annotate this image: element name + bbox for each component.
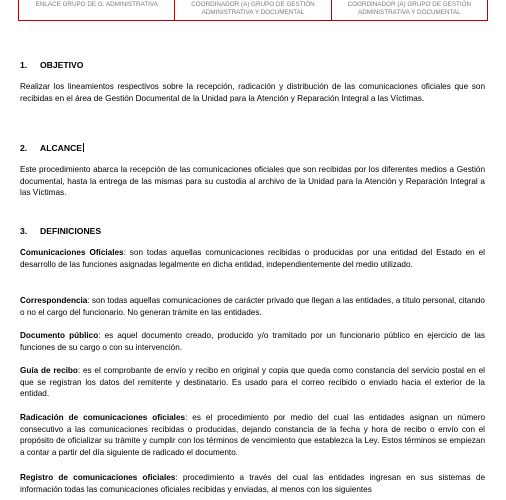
section-heading-objetivo (20, 60, 83, 70)
table-cell: COORDINADOR (A) GRUPO DE GESTIÓN ADMINISTRATIVA Y DOCUMENTAL (175, 0, 331, 20)
definition-term: Radicación de comunicaciones oficiales (20, 413, 186, 422)
section-heading-definiciones (20, 226, 101, 236)
definition-item (20, 330, 485, 353)
text-cursor (83, 143, 84, 152)
section-heading-alcance (20, 143, 84, 153)
signature-table (18, 0, 488, 21)
definition-term: Registro de comunicaciones oficiales (20, 473, 176, 482)
alcance-text: Este procedimiento abarca la recepción de las comunicaciones oficiales que son recibidas por los diferentes medios a Gestión documental, hasta la entrega de las mismas para su custodia al archivo de la Unidad para la Atención y Reparación Integral a las Víctimas. (20, 165, 485, 198)
section-title: DEFINICIONES (40, 226, 102, 236)
definition-text: : procedimiento a través del cual las entidades ingresan en sus sistemas de información todas las comunicaciones oficiales recibidas y enviadas, al menos con los siguientes (20, 473, 485, 494)
definition-term: Comunicaciones Oficiales (20, 248, 124, 257)
definition-text: : es aquel documento creado, producido y/o tramitado por un funcionario público en ejercicio de las funciones de su cargo o con su intervención. (20, 331, 485, 352)
definition-term: Documento público (20, 331, 99, 340)
definition-item (20, 247, 485, 270)
objetivo-text: Realizar los lineamientos respectivos sobre la recepción, radicación y distribución de las comunicaciones oficiales que son recibidas en el área de Gestión Documental de la Unidad para la Atención y Reparación Integral a las Víctimas. (20, 82, 485, 103)
section-title: ALCANCE (40, 143, 83, 153)
section-number: 3. (20, 226, 28, 236)
section-number: 2. (20, 143, 28, 153)
definition-text: : es el procedimiento por medio del cual las entidades asignan un número consecutivo a las comunicaciones recibidas o producidas, dejando constancia de la fecha y hora de recibo o envío con el propósito de oficializar su trámite y cumplir con los términos de vencimiento que establezca la Ley. Estos términos se empiezan a contar a partir del día siguiente de radicado el documento. (20, 413, 485, 457)
definition-text: : son todas aquellas comunicaciones de carácter privado que llegan a las entidades, a título personal, citando o no el cargo del funcionario. No generan trámite en las entidades. (20, 296, 485, 317)
table-cell: COORDINADOR (A) GRUPO DE GESTIÓN ADMINISTRATIVA Y DOCUMENTAL (347, 1, 472, 16)
definition-text: : son todas aquellas comunicaciones recibidas o producidas por una entidad del Estado en el desarrollo de las funciones asignadas legalmente en dicha entidad, independientemente del medio utilizado. (20, 248, 485, 269)
definition-item (20, 295, 485, 318)
definition-text: : es el comprobante de envío y recibo en original y copia que queda como constancia del servicio postal en el que se registran los datos del remitente y destinatario. Es usado para el correo recibido o enviado hacia el exterior de la entidad. (20, 366, 485, 399)
section-title: OBJETIVO (40, 60, 84, 70)
definition-item (20, 412, 485, 458)
definition-term: Correspondencia (20, 296, 88, 305)
section-number: 1. (20, 60, 28, 70)
table-cell: ENLACE GRUPO DE G. ADMINISTRATIVA (19, 0, 175, 20)
definition-term: Guía de recibo (20, 366, 78, 375)
definition-item (20, 472, 485, 495)
definition-item (20, 365, 485, 400)
